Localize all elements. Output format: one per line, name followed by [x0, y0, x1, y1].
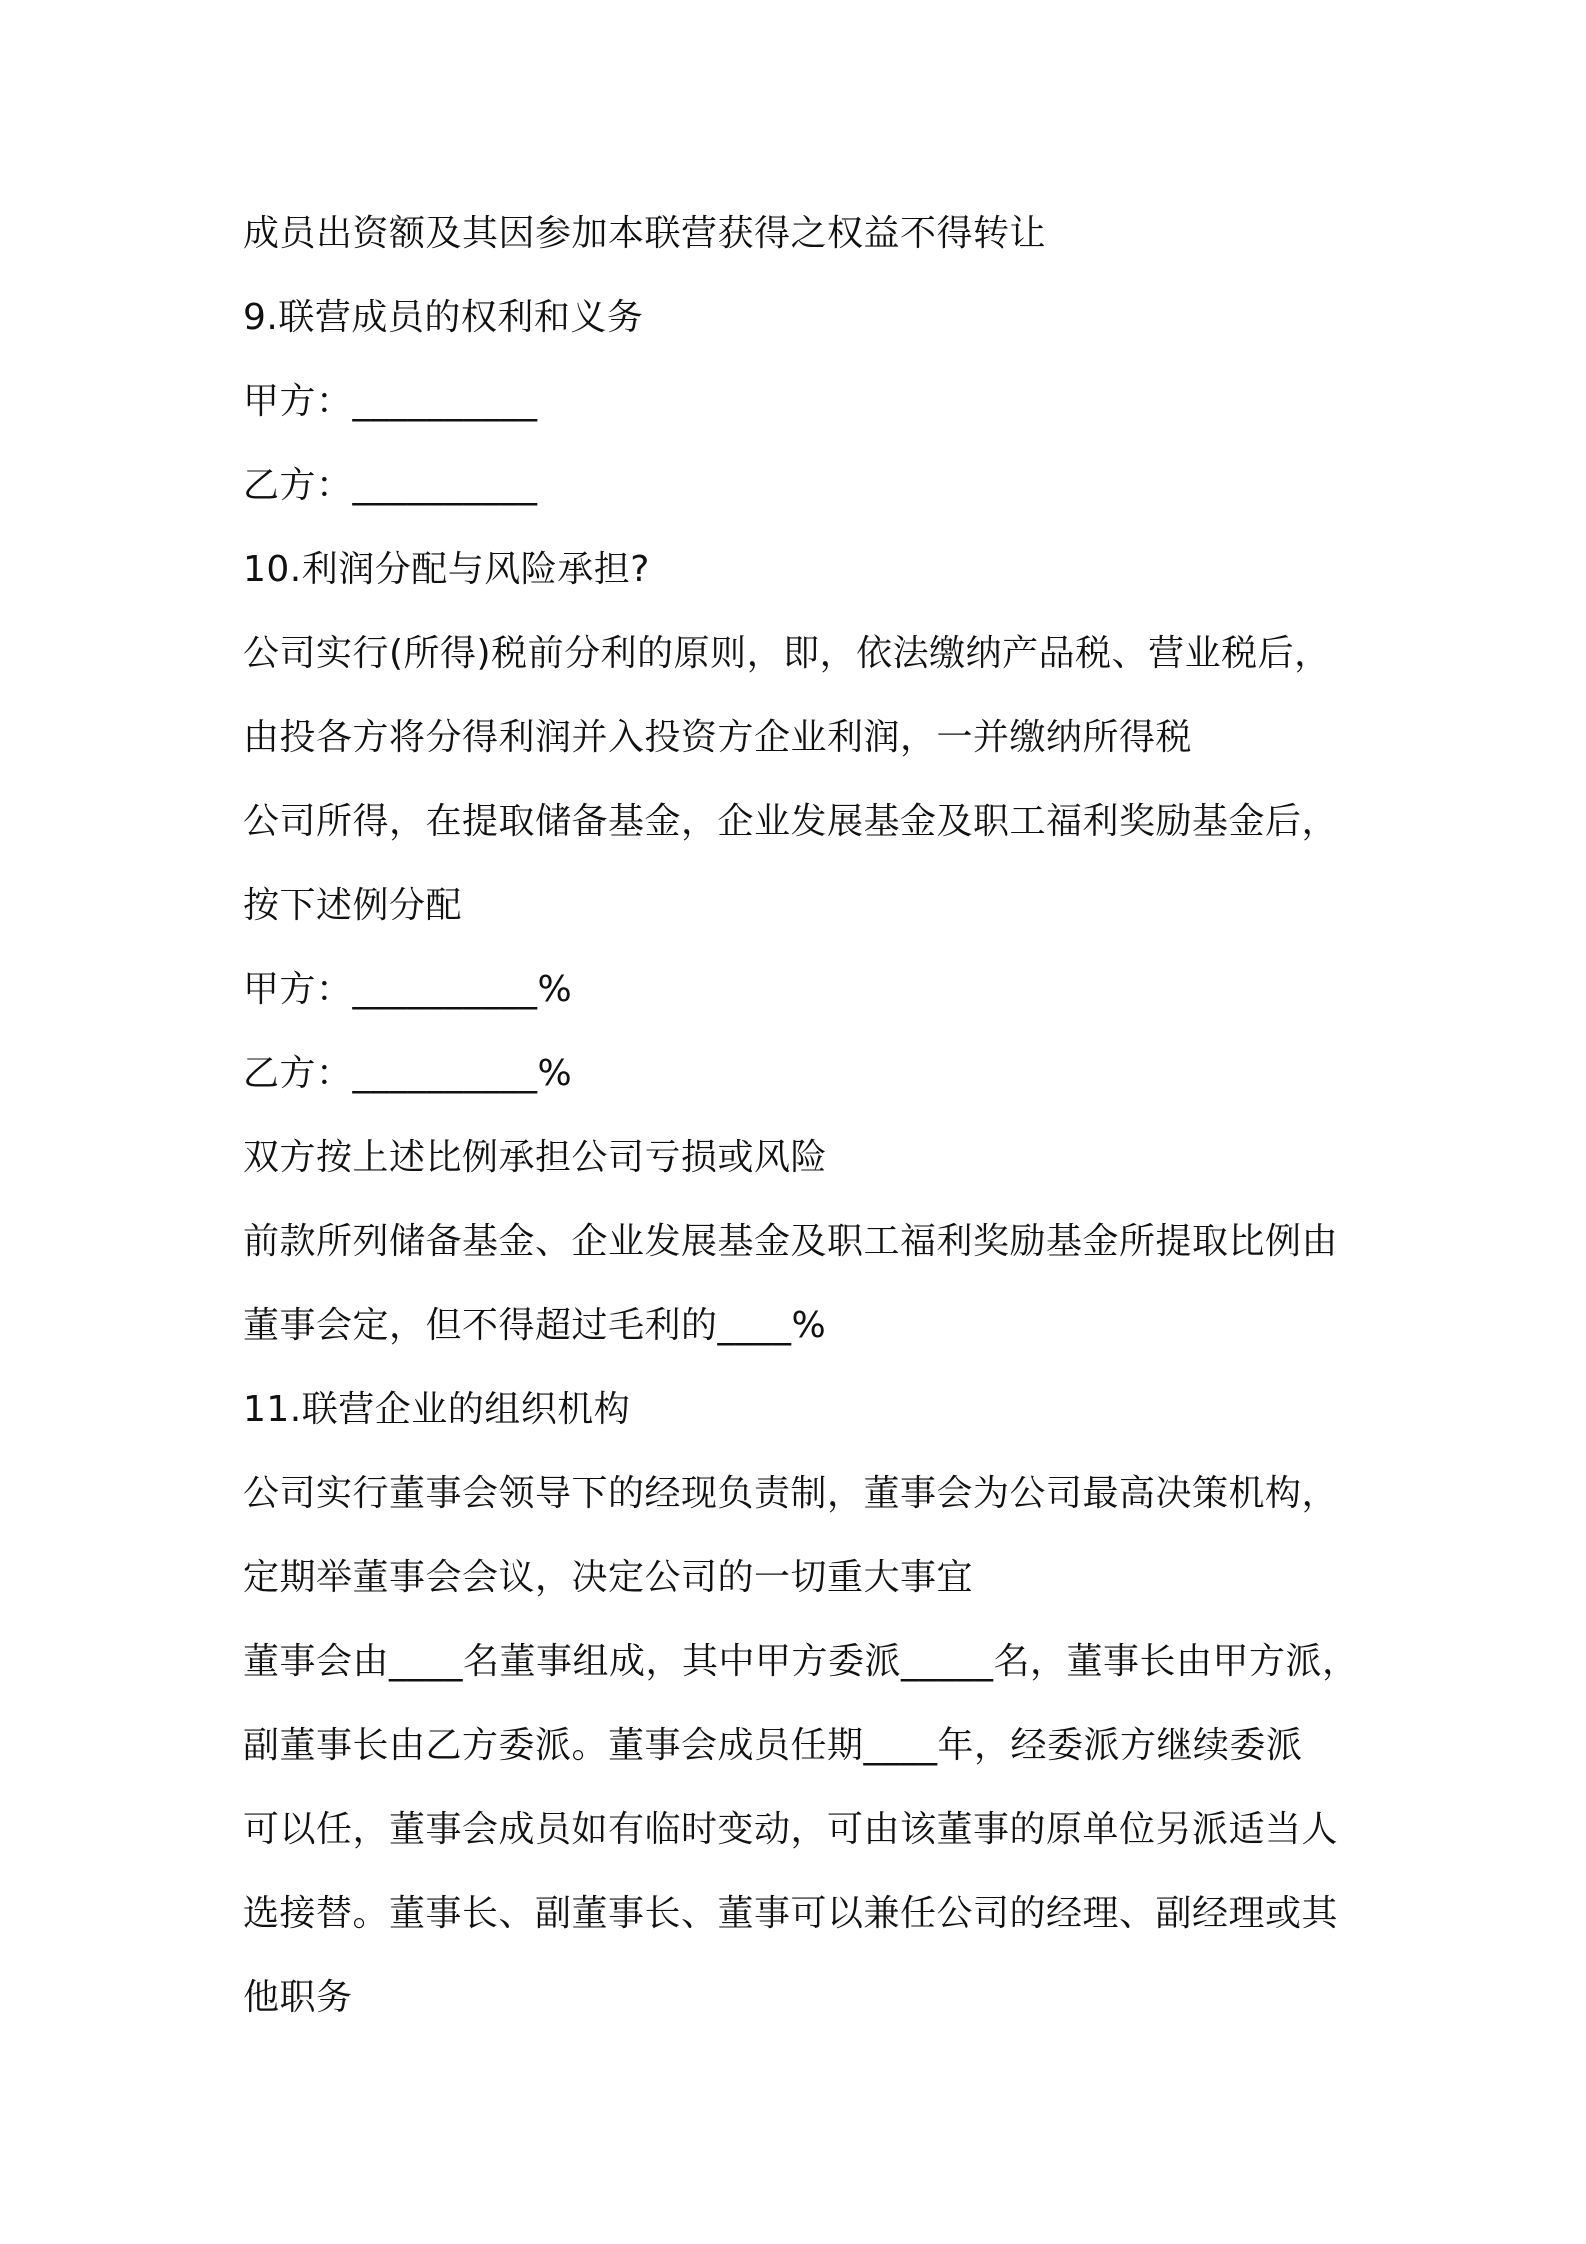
text-line: 选接替。董事长、副董事长、董事可以兼任公司的经理、副经理或其 [243, 1893, 1339, 1934]
text-line: 公司实行(所得)税前分利的原则，即，依法缴纳产品税、营业税后， [243, 633, 1331, 674]
text-line: 由投各方将分得利润并入投资方企业利润，一并缴纳所得税 [243, 717, 1193, 758]
text-line: 乙方：__________ [243, 465, 538, 506]
section-heading-11: 11.联营企业的组织机构 [243, 1389, 631, 1430]
text-line: 董事会由____名董事组成，其中甲方委派_____名，董事长由甲方派， [243, 1641, 1359, 1682]
text-line: 定期举董事会会议，决定公司的一切重大事宜 [243, 1557, 974, 1598]
text-line: 公司实行董事会领导下的经现负责制，董事会为公司最高决策机构， [243, 1473, 1339, 1514]
text-line: 乙方：__________% [243, 1053, 573, 1094]
text-line: 公司所得，在提取储备基金，企业发展基金及职工福利奖励基金后， [243, 801, 1339, 842]
text-line: 双方按上述比例承担公司亏损或风险 [243, 1137, 828, 1178]
section-heading-9: 9.联营成员的权利和义务 [243, 297, 644, 338]
text-line: 董事会定，但不得超过毛利的____% [243, 1305, 827, 1346]
section-heading-10: 10.利润分配与风险承担? [243, 549, 650, 590]
text-line: 甲方：__________ [243, 381, 538, 422]
text-line: 前款所列储备基金、企业发展基金及职工福利奖励基金所提取比例由 [243, 1221, 1339, 1262]
text-line: 甲方：__________% [243, 969, 573, 1010]
text-line: 成员出资额及其因参加本联营获得之权益不得转让 [243, 213, 1047, 254]
document-body [243, 192, 1373, 2040]
text-line: 可以任，董事会成员如有临时变动，可由该董事的原单位另派适当人 [243, 1809, 1339, 1850]
text-line: 副董事长由乙方委派。董事会成员任期____年，经委派方继续委派 [243, 1725, 1303, 1766]
text-line: 按下述例分配 [243, 885, 463, 926]
text-line: 他职务 [243, 1977, 353, 2018]
